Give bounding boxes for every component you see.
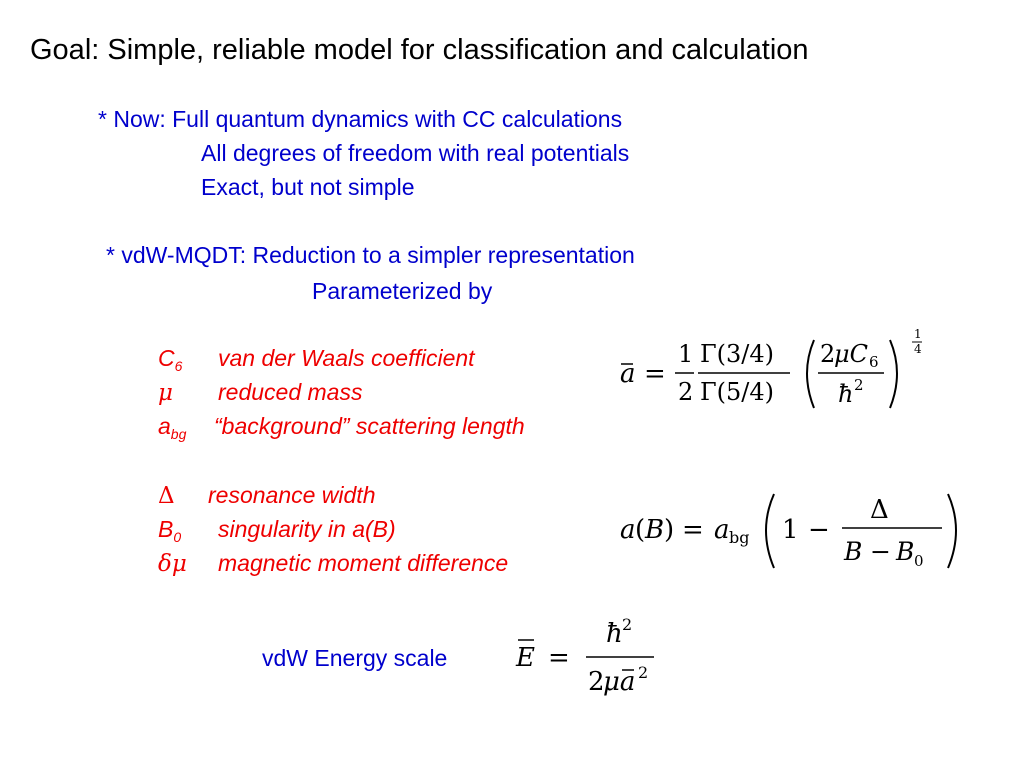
param-row-dmu [158, 550, 508, 577]
mqdt-line-1: * vdW-MQDT: Reduction to a simpler representation [106, 242, 635, 268]
svg-text:2: 2 [622, 615, 633, 634]
svg-text:1: 1 [678, 340, 694, 368]
param-subscript: bg [170, 426, 187, 442]
svg-text:2: 2 [678, 378, 694, 406]
param-description: magnetic moment difference [218, 550, 509, 576]
svg-text:B: B [896, 537, 915, 566]
now-line-1: * Now: Full quantum dynamics with CC calculations [98, 106, 623, 132]
energy-formula [512, 612, 672, 702]
svg-text:a: a [620, 515, 636, 545]
svg-text:ħ: ħ [838, 380, 854, 408]
svg-text:(: ( [635, 515, 646, 545]
svg-text:Γ(3/4): Γ(3/4) [700, 340, 775, 368]
energy-scale-label: vdW Energy scale [262, 645, 448, 671]
svg-text:=: = [548, 643, 570, 673]
svg-text:6: 6 [869, 353, 879, 371]
mqdt-line-2: Parameterized by [312, 278, 493, 304]
param-description: singularity in a(B) [218, 516, 396, 542]
param-description: reduced mass [218, 379, 363, 405]
svg-text:Δ: Δ [870, 495, 889, 525]
param-symbol: C [158, 345, 175, 371]
svg-text:μC: μC [834, 340, 868, 368]
param-subscript: 6 [174, 358, 183, 374]
svg-text:): ) [664, 515, 675, 545]
svg-text:=: = [682, 515, 704, 545]
param-row-mu [158, 379, 362, 406]
param-row-b0 [158, 516, 396, 543]
svg-text:2: 2 [638, 663, 649, 682]
svg-text:2: 2 [854, 376, 864, 394]
param-symbol: a [158, 413, 171, 439]
svg-text:=: = [644, 359, 666, 389]
param-symbol: μ [158, 380, 173, 406]
param-description: van der Waals coefficient [218, 345, 475, 371]
now-line-2: All degrees of freedom with real potentials [201, 140, 630, 166]
svg-text:−: − [808, 515, 830, 545]
param-row-c6 [158, 345, 475, 372]
param-description: resonance width [208, 482, 376, 508]
svg-text:a: a [714, 515, 730, 545]
svg-text:Γ(5/4): Γ(5/4) [700, 378, 775, 406]
svg-text:−: − [870, 537, 891, 566]
slide-title: Goal: Simple, reliable model for classification and calculation [30, 34, 809, 66]
svg-text:μa: μa [603, 667, 636, 697]
now-line-3: Exact, but not simple [201, 174, 415, 200]
param-row-abg [158, 413, 525, 440]
param-symbol: B [158, 516, 174, 542]
svg-text:B: B [844, 537, 863, 566]
svg-text:B: B [645, 515, 665, 545]
param-symbol: Δ [158, 483, 175, 509]
svg-text:1: 1 [782, 515, 799, 545]
svg-text:1: 1 [914, 327, 922, 341]
svg-text:E: E [516, 643, 535, 673]
param-row-delta [158, 482, 376, 509]
svg-text:4: 4 [914, 342, 922, 356]
ab-formula [618, 488, 968, 578]
svg-text:ħ: ħ [606, 619, 623, 649]
svg-text:bg: bg [729, 528, 750, 547]
abar-formula [618, 322, 938, 418]
svg-text:2: 2 [820, 340, 836, 368]
param-symbol: δμ [158, 551, 187, 577]
param-description: “background” scattering length [214, 413, 525, 439]
svg-text:0: 0 [914, 552, 924, 570]
param-subscript: 0 [173, 529, 182, 545]
svg-text:a: a [620, 359, 636, 389]
svg-text:2: 2 [588, 667, 605, 697]
